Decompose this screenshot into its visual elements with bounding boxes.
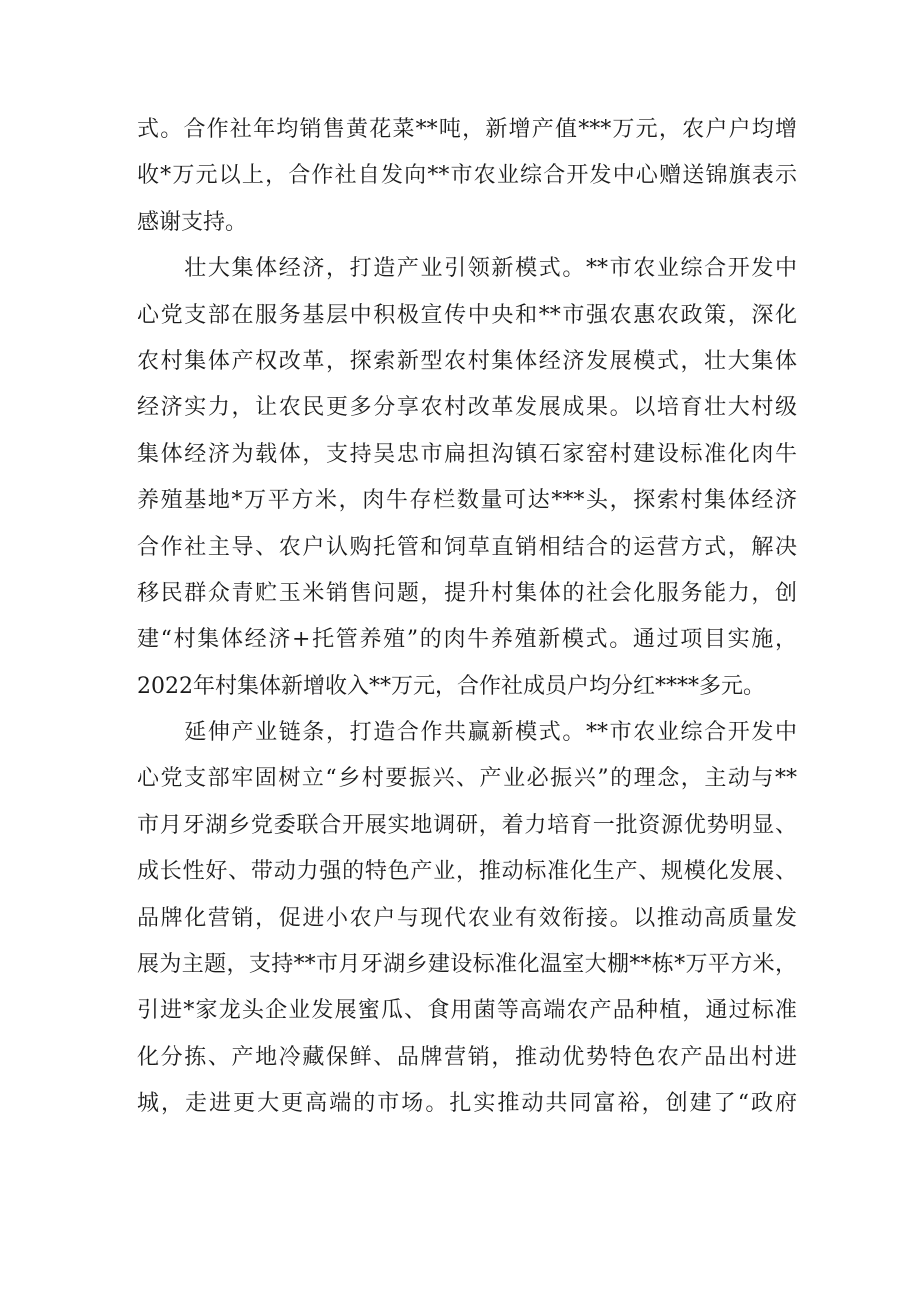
- text-line: 经济实力，让农民更多分享农村改革发展成果。以培育壮大村级: [137, 395, 797, 421]
- text-line: 品牌化营销，促进小农户与现代农业有效衔接。以推动高质量发: [137, 905, 797, 931]
- text-line: 化分拣、产地冷藏保鲜、品牌营销，推动优势特色农产品出村进: [137, 1044, 797, 1070]
- body-text: [137, 107, 797, 1128]
- text-line: 收*万元以上，合作社自发向**市农业综合开发中心赠送锦旗表示: [137, 163, 797, 189]
- text-line: 市月牙湖乡党委联合开展实地调研，着力培育一批资源优势明显、: [137, 812, 797, 838]
- text-line: 展为主题，支持**市月牙湖乡建设标准化温室大棚**栋*万平方米，: [137, 952, 797, 978]
- text-line: 养殖基地*万平方米，肉牛存栏数量可达***头，探索村集体经济: [137, 488, 797, 514]
- text-line: 壮大集体经济，打造产业引领新模式。**市农业综合开发中: [137, 256, 797, 282]
- text-line: 2022年村集体新增收入**万元，合作社成员户均分红****多元。: [137, 673, 765, 699]
- text-line: 式。合作社年均销售黄花菜**吨，新增产值***万元，农户户均增: [137, 117, 797, 142]
- text-line: 心党支部牢固树立“乡村要振兴、产业必振兴”的理念，主动与**: [137, 766, 797, 792]
- text-line: 移民群众青贮玉米销售问题，提升村集体的社会化服务能力，创: [137, 580, 797, 606]
- text-line: 感谢支持。: [137, 209, 248, 235]
- text-line: 成长性好、带动力强的特色产业，推动标准化生产、规模化发展、: [137, 859, 797, 885]
- text-line: 合作社主导、农户认购托管和饲草直销相结合的运营方式，解决: [137, 534, 797, 560]
- text-line: 心党支部在服务基层中积极宣传中央和**市强农惠农政策，深化: [137, 302, 797, 328]
- text-line: 城，走进更大更高端的市场。扎实推动共同富裕，创建了“政府: [137, 1091, 797, 1117]
- text-line: 延伸产业链条，打造合作共赢新模式。**市农业综合开发中: [137, 720, 797, 746]
- text-line: 农村集体产权改革，探索新型农村集体经济发展模式，壮大集体: [137, 348, 797, 374]
- text-line: 集体经济为载体，支持吴忠市扁担沟镇石家窑村建设标准化肉牛: [137, 441, 797, 467]
- text-line: 引进*家龙头企业发展蜜瓜、食用菌等高端农产品种植，通过标准: [137, 998, 797, 1024]
- text-line: 建“村集体经济+托管养殖”的肉牛养殖新模式。通过项目实施，: [137, 627, 797, 653]
